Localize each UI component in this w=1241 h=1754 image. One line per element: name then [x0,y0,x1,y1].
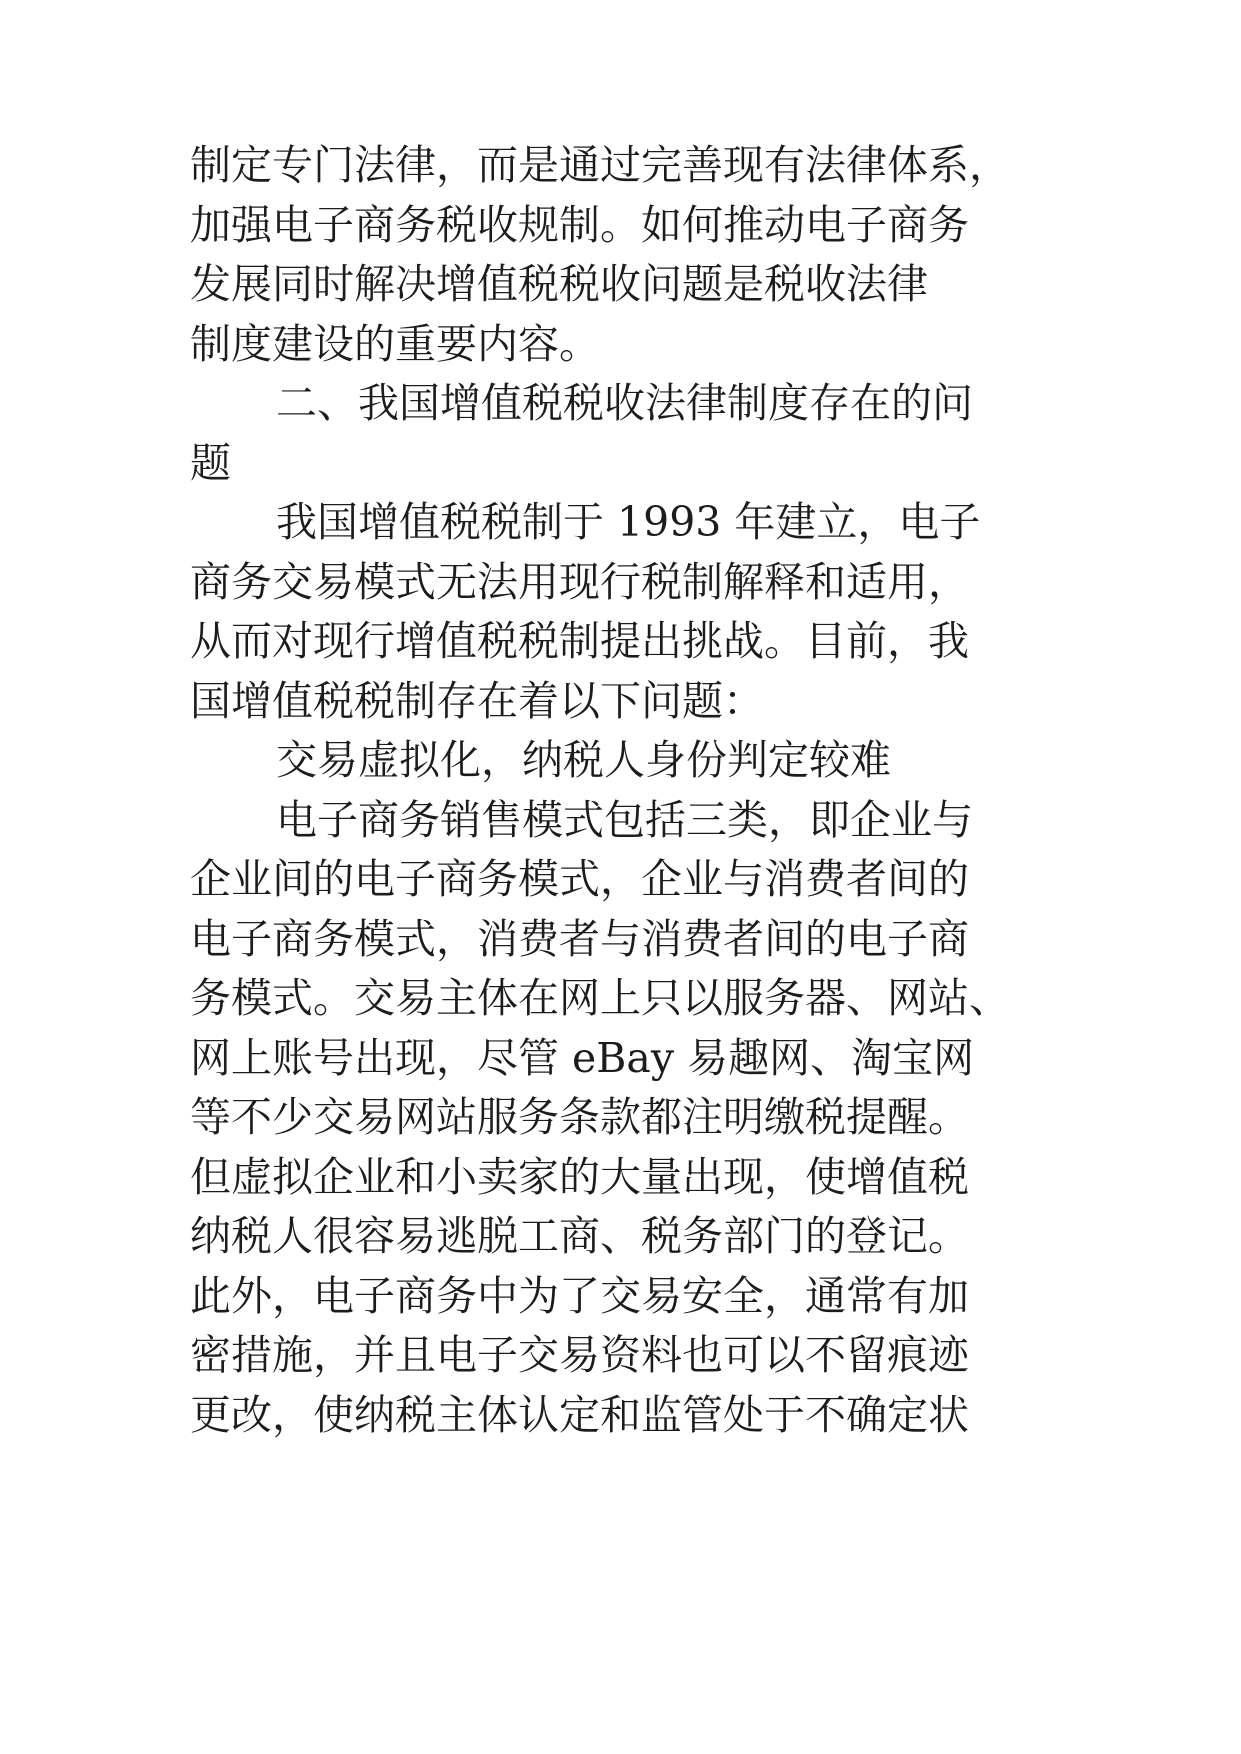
paragraph-start: 我国增值税税制于 1993 年建立，电子 [276,498,981,546]
text-line: 等不少交易网站服务条款都注明缴税提醒。 [190,1093,969,1141]
text-line: 从而对现行增值税税制提出挑战。目前，我 [190,617,969,665]
text-line: 网上账号出现，尽管 eBay 易趣网、淘宝网 [190,1034,975,1082]
text-line: 发展同时解决增值税税收问题是税收法律 [190,260,928,308]
text-line: 加强电子商务税收规制。如何推动电子商务 [190,201,969,249]
text-line: 务模式。交易主体在网上只以服务器、网站、 [190,974,1010,1022]
text-line: 国增值税税制存在着以下问题： [190,677,764,725]
text-line: 制定专门法律，而是通过完善现有法律体系， [190,141,1010,189]
text-line: 商务交易模式无法用现行税制解释和适用， [190,558,969,606]
subheading: 交易虚拟化，纳税人身份判定较难 [276,736,891,784]
text-line: 但虚拟企业和小卖家的大量出现，使增值税 [190,1153,969,1201]
text-line: 纳税人很容易逃脱工商、税务部门的登记。 [190,1212,969,1260]
paragraph-start: 电子商务销售模式包括三类，即企业与 [276,796,973,844]
text-line: 电子商务模式，消费者与消费者间的电子商 [190,915,969,963]
text-line: 密措施，并且电子交易资料也可以不留痕迹 [190,1331,969,1379]
text-line: 制度建设的重要内容。 [190,320,600,368]
text-line: 此外，电子商务中为了交易安全，通常有加 [190,1272,969,1320]
text-line: 更改，使纳税主体认定和监管处于不确定状 [190,1391,969,1439]
text-line: 企业间的电子商务模式，企业与消费者间的 [190,855,969,903]
section-heading: 二、我国增值税税收法律制度存在的问 [276,379,973,427]
section-heading-continuation: 题 [190,439,231,487]
